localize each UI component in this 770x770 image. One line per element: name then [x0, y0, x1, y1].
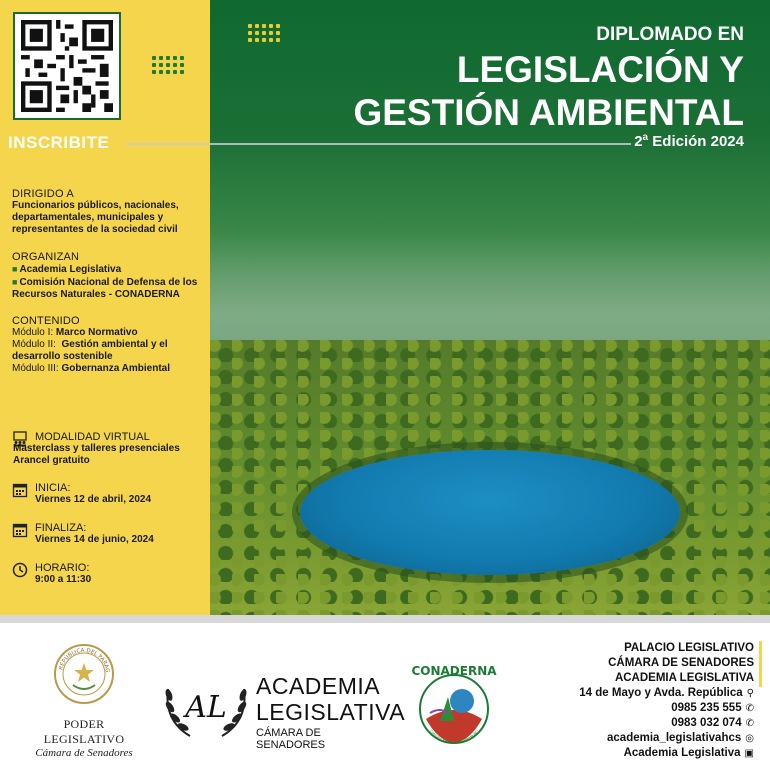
inicia-label: INICIA:: [35, 482, 71, 494]
contact-address: 14 de Mayo y Avda. República ⚲: [579, 687, 754, 699]
divider-line: [126, 143, 631, 145]
calendar-icon: [12, 482, 28, 498]
contact-line3: ACADEMIA LEGISLATIVA: [614, 672, 754, 684]
contenido-label: CONTENIDO: [12, 315, 80, 327]
module-item: Módulo I: Marco Normativo: [12, 327, 138, 338]
inicia-row: [12, 482, 212, 512]
finaliza-label: FINALIZA:: [35, 522, 87, 534]
modalidad-line1: Masterclass y talleres presenciales: [13, 443, 180, 454]
module-item: Módulo II: Gestión ambiental y el desarrollo sostenible: [12, 339, 168, 362]
poder-line2: Cámara de Senadores: [35, 747, 133, 759]
inscribite-label[interactable]: INSCRIBITE: [8, 133, 110, 152]
seal-text: REPÚBLICA DEL PARAG: [58, 647, 111, 674]
horario-value: 9:00 a 11:30: [35, 574, 92, 585]
whatsapp-icon: ✆: [745, 718, 754, 729]
dirigido-text: Funcionarios públicos, nacionales, departamentales, municipales y representantes de la sociedad civil: [12, 200, 179, 235]
organizan-label: ORGANIZAN: [12, 251, 80, 263]
clock-icon: [12, 562, 28, 578]
footer: [0, 623, 770, 770]
poder-legislativo-logo: [24, 643, 144, 759]
paraguay-seal-icon: [53, 643, 115, 705]
dirigido-label: DIRIGIDO A: [12, 188, 74, 200]
horario-row: [12, 562, 212, 592]
modalidad-line2: Arancel gratuito: [13, 455, 90, 466]
footer-divider: [0, 615, 770, 623]
organizan-section: [12, 251, 208, 301]
instagram-icon: ◎: [745, 733, 754, 744]
organizer-item: ■ Comisión Nacional de Defensa de los Recursos Naturales - CONADERNA: [12, 277, 198, 300]
academia-monogram: AL: [185, 690, 227, 725]
laurel-wreath-icon: [160, 671, 252, 741]
calendar-icon: [12, 522, 28, 538]
lagoon: [300, 450, 680, 575]
organizer-item: ■ Academia Legislativa: [12, 264, 122, 275]
conaderna-logo: [410, 661, 498, 751]
qr-code[interactable]: [13, 12, 121, 120]
edition-ordinal: a: [642, 132, 649, 143]
academia-line3: CÁMARA DE SENADORES: [256, 727, 326, 751]
module-item: Módulo III: Gobernanza Ambiental: [12, 363, 171, 374]
info-panel: [0, 0, 210, 615]
contact-phone1[interactable]: 0985 235 555 ✆: [671, 702, 754, 714]
contact-accent-bar: [759, 641, 762, 687]
location-pin-icon: ⚲: [746, 688, 754, 699]
edition-label: [634, 132, 744, 150]
decorative-dots-panel: [152, 56, 184, 74]
finaliza-row: [12, 522, 212, 552]
conaderna-name: CONADERNA: [411, 664, 497, 678]
contact-phone2[interactable]: 0983 032 074 ✆: [671, 717, 754, 729]
conaderna-sub: Comisión Nacional de Defensa de l: [429, 728, 479, 745]
contenido-section: [12, 315, 208, 375]
contact-line2: CÁMARA DE SENADORES: [608, 657, 754, 669]
dirigido-section: [12, 188, 208, 236]
contact-linkedin[interactable]: Academia Legislativa ▣: [623, 747, 754, 759]
modalidad-row: [12, 431, 212, 471]
decorative-dots-top: [248, 24, 280, 42]
finaliza-date: Viernes 14 de junio, 2024: [35, 534, 154, 545]
page-title: [353, 48, 744, 134]
academia-line1: ACADEMIA: [256, 673, 381, 699]
qr-code-icon: [21, 20, 113, 112]
modalidad-label: MODALIDAD VIRTUAL: [35, 431, 150, 443]
edition-text: Edición 2024: [652, 133, 744, 150]
whatsapp-icon: ✆: [745, 703, 754, 714]
horario-label: HORARIO:: [35, 562, 90, 574]
title-small: DIPLOMADO EN: [596, 24, 744, 45]
poder-line1: PODER LEGISLATIVO: [43, 717, 125, 746]
academia-legislativa-logo: [160, 671, 406, 751]
contact-line1: PALACIO LEGISLATIVO: [624, 642, 754, 654]
contact-block: [514, 641, 754, 761]
inicia-date: Viernes 12 de abril, 2024: [35, 494, 152, 505]
edition-number: 2: [634, 133, 643, 150]
linkedin-icon: ▣: [744, 748, 754, 759]
contact-instagram[interactable]: academia_legislativahcs ◎: [607, 732, 754, 744]
title-line-2: GESTIÓN AMBIENTAL: [353, 92, 744, 133]
academia-line2: LEGISLATIVA: [256, 699, 406, 725]
title-line-1: LEGISLACIÓN Y: [456, 49, 744, 90]
